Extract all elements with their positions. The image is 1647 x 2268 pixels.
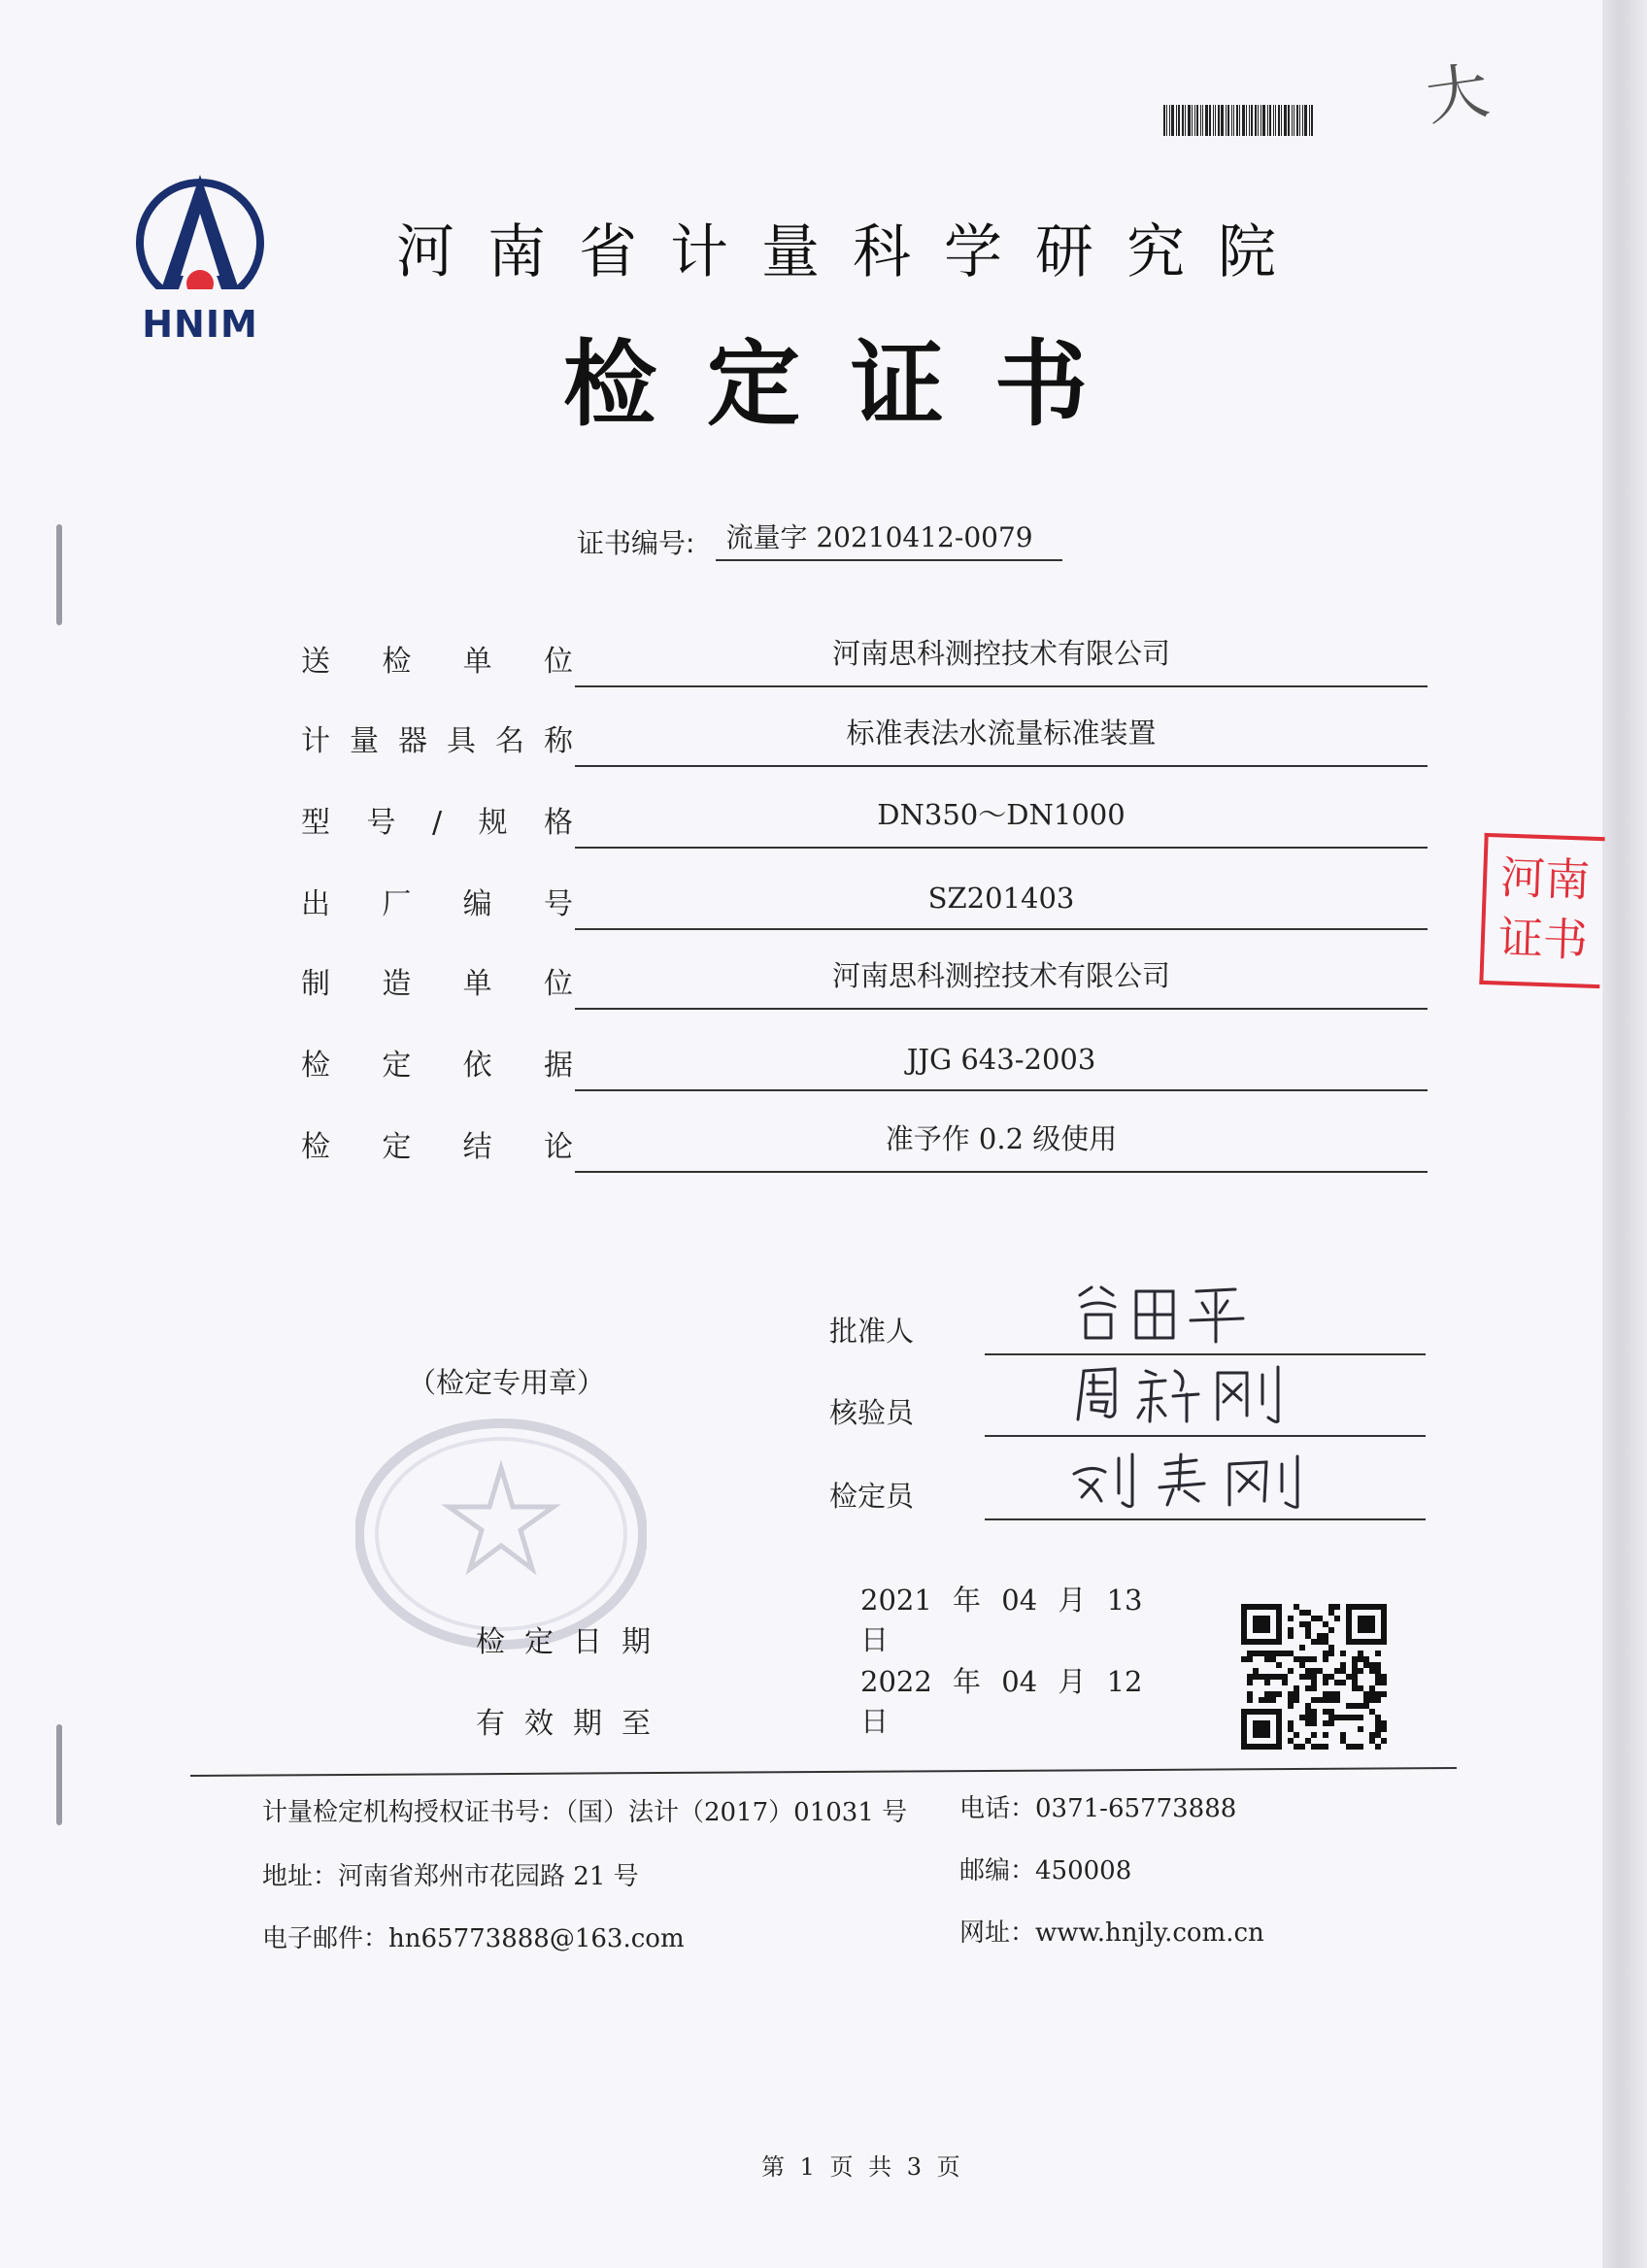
binder-mark-top bbox=[56, 524, 62, 625]
field-value: 标准表法水流量标准装置 bbox=[846, 717, 1157, 750]
info-label: 网址： bbox=[959, 1918, 1036, 1948]
approver-signature bbox=[1072, 1282, 1257, 1348]
email bbox=[262, 1918, 685, 1954]
signature-reviewer bbox=[829, 1379, 1426, 1437]
signature-approver bbox=[829, 1297, 1426, 1355]
info-label: 计量检定机构授权证书号： bbox=[262, 1798, 566, 1827]
website bbox=[959, 1913, 1264, 1949]
signature-underline bbox=[985, 1353, 1426, 1355]
red-stamp-line: 证书 bbox=[1497, 911, 1589, 967]
field-underline bbox=[575, 928, 1428, 930]
field-underline bbox=[575, 1171, 1428, 1173]
certificate-number-label: 证书编号: bbox=[577, 527, 695, 559]
page-indicator: 第 1 页 共 3 页 bbox=[761, 2153, 960, 2181]
field-underline bbox=[575, 847, 1428, 849]
date-value: 2021 年 04 月 13 日 bbox=[860, 1584, 1143, 1656]
info-label: 电话： bbox=[959, 1794, 1036, 1823]
certificate-number-value: 流量字 20210412-0079 bbox=[716, 517, 1061, 561]
address bbox=[262, 1856, 639, 1892]
page-edge bbox=[1602, 0, 1647, 2268]
field-label: 制造单位 bbox=[301, 967, 573, 1001]
info-label: 电子邮件： bbox=[262, 1924, 389, 1953]
field-label: 出厂编号 bbox=[301, 887, 573, 921]
field-value: 河南思科测控技术有限公司 bbox=[831, 637, 1170, 670]
barcode bbox=[1163, 105, 1327, 136]
logo-text: HNIM bbox=[142, 303, 258, 346]
signature-verifier bbox=[829, 1462, 1426, 1520]
field-instrument-name bbox=[301, 699, 1428, 767]
info-value: 0371-65773888 bbox=[1035, 1794, 1237, 1823]
red-certificate-stamp bbox=[1479, 833, 1604, 988]
date-verification bbox=[476, 1584, 1175, 1660]
field-serial-number bbox=[301, 862, 1428, 930]
info-label: 邮编： bbox=[959, 1856, 1036, 1885]
info-value: 450008 bbox=[1035, 1856, 1132, 1885]
hnim-logo bbox=[128, 175, 284, 346]
field-conclusion bbox=[301, 1105, 1428, 1173]
qr-code bbox=[1241, 1604, 1387, 1750]
red-stamp-line: 河南 bbox=[1499, 850, 1592, 907]
field-label: 检定结论 bbox=[301, 1130, 573, 1164]
info-value: hn65773888@163.com bbox=[388, 1924, 685, 1953]
field-value: DN350～DN1000 bbox=[877, 798, 1126, 831]
authorization-number bbox=[262, 1792, 907, 1828]
field-verification-basis bbox=[301, 1023, 1428, 1091]
field-value: JJG 643-2003 bbox=[906, 1043, 1096, 1076]
field-model-spec bbox=[301, 781, 1428, 849]
handwritten-corner-mark: 大 bbox=[1421, 54, 1494, 136]
info-value: www.hnjly.com.cn bbox=[1035, 1918, 1264, 1948]
verifier-signature bbox=[1072, 1451, 1334, 1513]
reviewer-signature bbox=[1072, 1361, 1295, 1429]
field-value: 准予作 0.2 级使用 bbox=[885, 1122, 1118, 1155]
field-underline bbox=[575, 1089, 1428, 1091]
field-label: 送检单位 bbox=[301, 645, 573, 679]
field-value: 河南思科测控技术有限公司 bbox=[831, 959, 1170, 992]
certificate-number bbox=[577, 517, 1062, 561]
signature-label: 批准人 bbox=[829, 1315, 915, 1348]
field-underline bbox=[575, 765, 1428, 767]
field-value: SZ201403 bbox=[927, 882, 1075, 915]
field-label: 计量器具名称 bbox=[301, 724, 573, 758]
date-valid-until bbox=[476, 1665, 1175, 1742]
info-value: 河南省郑州市花园路 21 号 bbox=[338, 1862, 639, 1891]
signature-label: 核验员 bbox=[829, 1396, 915, 1429]
postcode bbox=[959, 1851, 1131, 1886]
date-label: 有效期至 bbox=[476, 1707, 651, 1741]
info-value: （国）法计（2017）01031 号 bbox=[565, 1798, 908, 1827]
signature-label: 检定员 bbox=[829, 1480, 915, 1513]
date-label: 检定日期 bbox=[476, 1625, 651, 1659]
field-submitting-unit bbox=[301, 619, 1428, 687]
seal-label: （检定专用章） bbox=[408, 1366, 606, 1399]
info-label: 地址： bbox=[262, 1862, 339, 1891]
binder-mark-bottom bbox=[56, 1724, 62, 1825]
phone bbox=[959, 1788, 1236, 1824]
field-underline bbox=[575, 685, 1428, 687]
logo-icon bbox=[128, 175, 272, 305]
field-manufacturer bbox=[301, 942, 1428, 1010]
field-label: 检定依据 bbox=[301, 1049, 573, 1083]
field-underline bbox=[575, 1008, 1428, 1010]
date-value: 2022 年 04 月 12 日 bbox=[860, 1665, 1143, 1738]
signature-underline bbox=[985, 1518, 1426, 1520]
organization-name: 河南省计量科学研究院 bbox=[396, 218, 1309, 286]
certificate-title: 检定证书 bbox=[563, 330, 1138, 439]
signature-underline bbox=[985, 1435, 1426, 1437]
field-label: 型号/规格 bbox=[301, 806, 573, 840]
